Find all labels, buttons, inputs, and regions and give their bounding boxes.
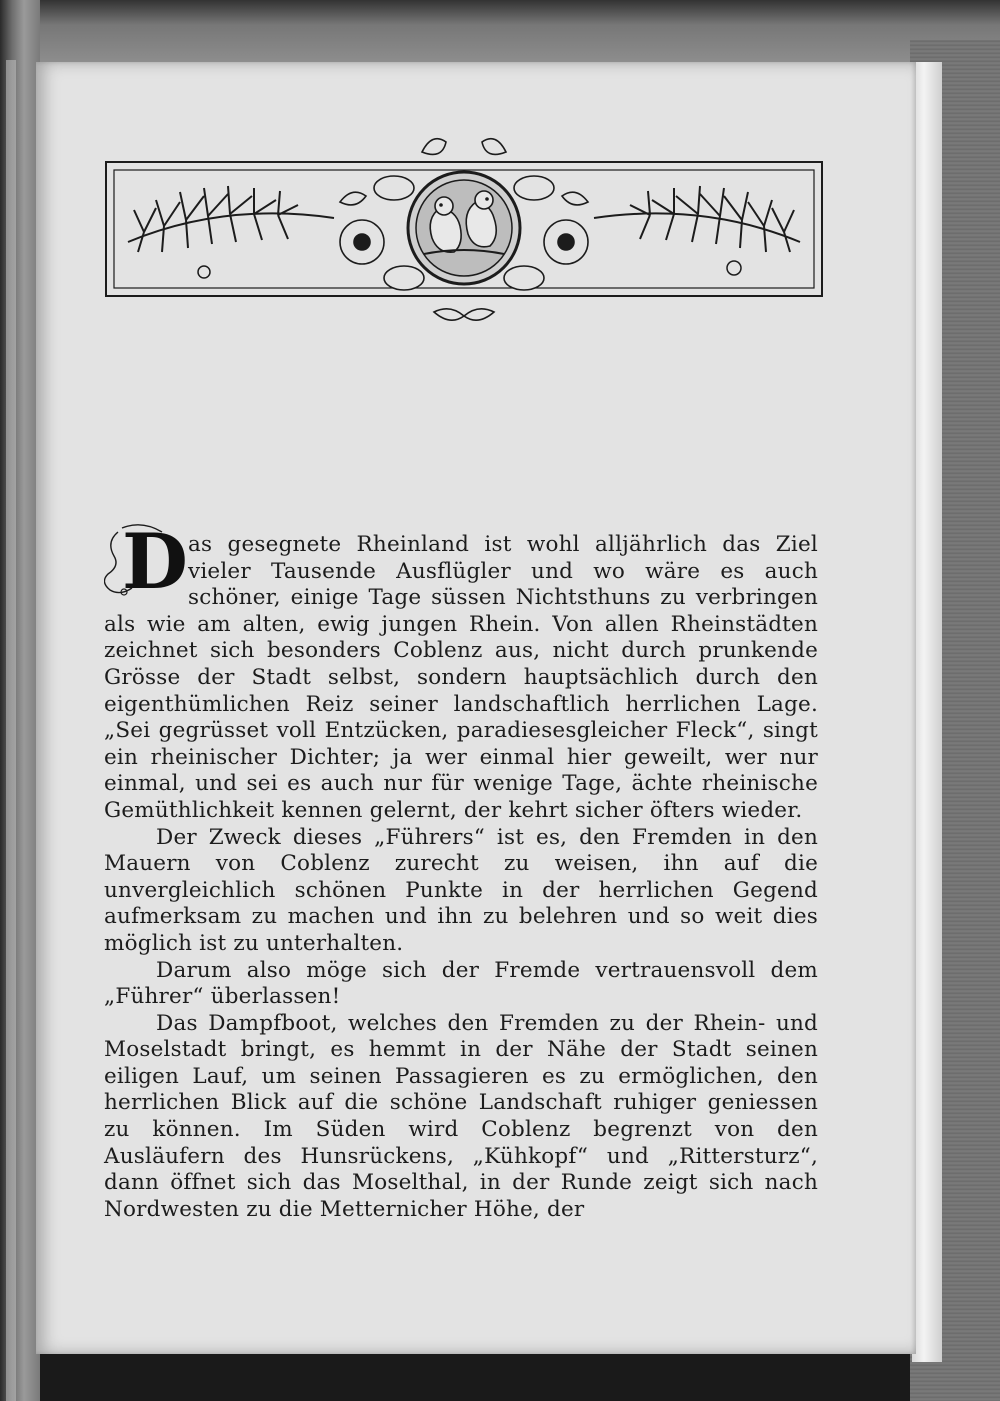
book-cover-top	[0, 0, 1000, 62]
paragraph-3: Darum also möge sich der Fremde vertrauensvoll dem „Führer“ überlassen!	[104, 957, 818, 1010]
spine-binding-strip	[6, 60, 16, 1401]
drop-cap-letter: D	[122, 517, 189, 606]
paragraph-1	[104, 517, 818, 825]
songbirds-floral-vignette-icon	[104, 122, 824, 334]
paragraph-2: Der Zweck dieses „Führers“ ist es, den Fremden in den Mauern von Coblenz zurecht zu weisen, ihn auf die unvergleichlich schönen Punkte in der herrlichen Gegend aufmerksam zu machen und ihn zu belehren und so weit dies möglich ist zu unterhalten.	[104, 824, 818, 956]
page-stack-edge	[912, 62, 942, 1362]
paragraph-4: Das Dampfboot, welches den Fremden zu der Rhein- und Moselstadt bringt, es hemmt in der Nähe der Stadt seinen eiligen Lauf, um seinen Passagieren es zu ermöglichen, den herrlichen Blick auf die schöne Landschaft ruhiger geniessen zu können. Im Süden wird Coblenz begrenzt von den Ausläufern des Hunsrückens, „Kühkopf“ und „Rittersturz“, dann öffnet sich das Moselthal, in der Runde zeigt sich nach Nordwesten zu die Metternicher Höhe, der	[104, 1010, 818, 1222]
drop-cap	[104, 517, 189, 606]
body-text	[104, 517, 818, 1223]
paragraph-1-text: as gesegnete Rheinland ist wohl alljährlich das Ziel vieler Tausende Ausflügler und wo wäre es auch schöner, einige Tage süssen Nichtsthuns zu verbringen als wie am alten, ewig jungen Rhein. Von allen Rheinstädten zeichnet sich besonders Coblenz aus, nicht durch prunkende Grösse der Stadt selbst, sondern hauptsächlich durch den eigenthümlichen Reiz seiner landschaftlich herrlichen Lage. „Sei gegrüsset voll Entzücken, paradiesesgleicher Fleck“, singt ein rheinischer Dichter; ja wer einmal hier geweilt, wer nur einmal, und sei es auch nur für wenige Tage, ächte rheinische Gemüthlichkeit kennen gelernt, der kehrt sicher öfters wieder.	[104, 532, 818, 823]
